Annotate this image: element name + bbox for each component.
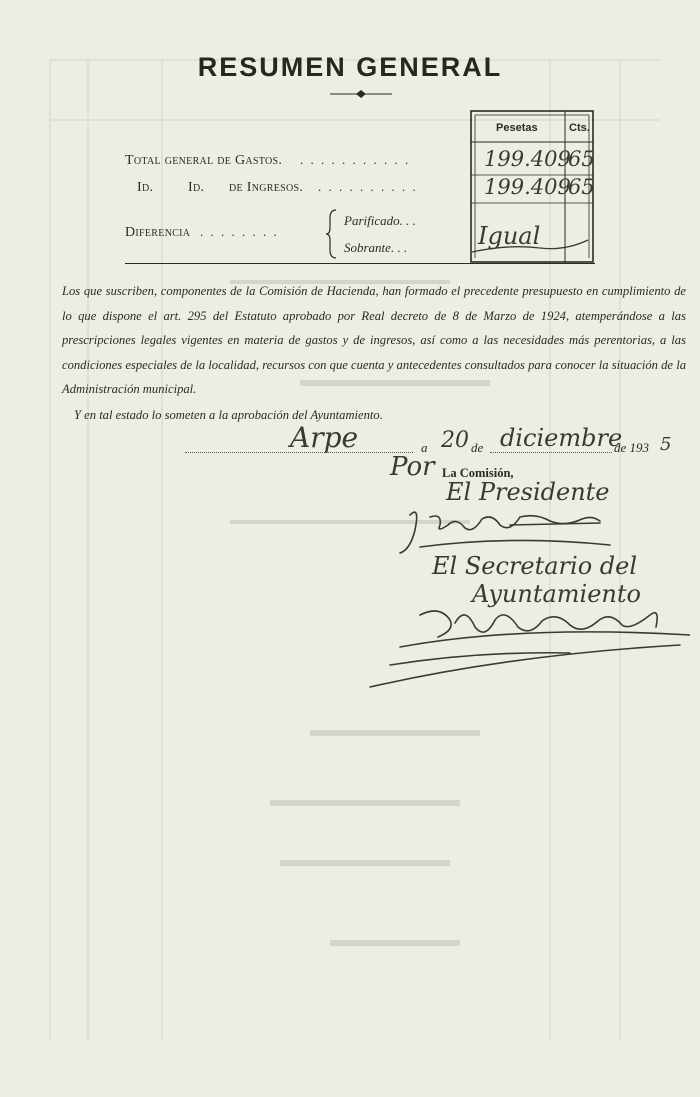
ingresos-cts: 65: [568, 175, 595, 199]
table-header-cts: Cts.: [569, 122, 590, 134]
signature-presidente-title: El Presidente: [446, 478, 610, 506]
date-de1: de: [471, 440, 484, 455]
diferencia-value: Igual: [478, 222, 541, 250]
date-month-line: [490, 452, 612, 453]
ingresos-label: de Ingresos.: [229, 180, 304, 195]
summary-rule: [125, 263, 595, 264]
signature-por: Por: [390, 452, 435, 482]
ingresos-id1-label: Id.: [137, 180, 154, 195]
table-header-pesetas: Pesetas: [496, 122, 538, 134]
igual-flourish: [470, 234, 590, 256]
main-paragraph: Los que suscriben, componentes de la Comisión de Hacienda, han formado el precedente presupuesto en cumplimiento de lo que dispone el art. 295 del Estatuto aprobado por Real decreto de 8 de Marzo de 1924, atemperándose a las prescripciones legales vigentes en materia de gastos y de ingresos, así como a las necesidades más perentorias, a las condiciones especiales de la localidad, recursos con que cuenta y antecedentes consultados para conocer la situación de la Administración municipal.: [62, 284, 686, 396]
ingresos-id2-label: Id.: [188, 180, 205, 195]
diferencia-dots: . . . . . . . .: [200, 224, 279, 239]
comision-label: La Comisión,: [442, 466, 514, 480]
sobrante-label: Sobrante. . .: [344, 240, 408, 255]
document-title: RESUMEN GENERAL: [197, 52, 503, 82]
diferencia-label: Diferencia: [125, 225, 191, 240]
date-month: diciembre: [500, 424, 623, 452]
date-year-digit: 5: [660, 434, 672, 455]
date-place: Arpe: [290, 421, 359, 454]
total-gastos-cts: 65: [568, 147, 595, 171]
ingresos-dots: . . . . . . . . . .: [318, 179, 418, 194]
diferencia-brace-icon: [326, 208, 338, 260]
date-de-year: de 193: [614, 440, 650, 455]
date-day: 20: [441, 428, 469, 453]
parificado-label: Parificado. . .: [344, 213, 416, 228]
closing-sentence: Y en tal estado lo someten a la aprobación del Ayuntamiento.: [74, 408, 383, 422]
handwritten-signatures: [360, 455, 690, 695]
title-ornament: [330, 90, 392, 98]
total-gastos-label: Total general de Gastos.: [125, 153, 283, 168]
secretario-title-line2: Ayuntamiento: [472, 580, 641, 608]
secretario-title-line1: El Secretario del: [432, 552, 638, 580]
total-gastos-pesetas: 199.409: [484, 147, 571, 171]
date-a: a: [421, 440, 428, 455]
ingresos-pesetas: 199.409: [484, 175, 571, 199]
total-gastos-dots: . . . . . . . . . . .: [300, 152, 411, 167]
